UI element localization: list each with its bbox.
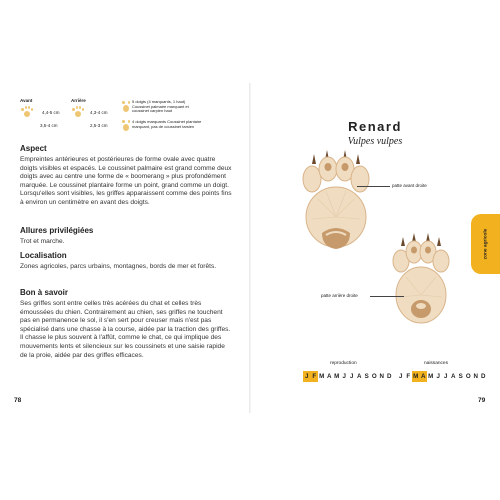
- hind-track-icon: [122, 120, 130, 132]
- naissances-month-8: A: [451, 373, 456, 380]
- section-heading-aspect: Aspect: [20, 144, 47, 153]
- reproduction-month-11: N: [379, 373, 384, 380]
- naissances-calendar: [397, 371, 487, 382]
- section-body-bon-a-savoir: Ses griffes sont entre celles très acérées du chat et celles très émoussées du chien. Contrairement au chien, ses griffes ne touchent pas en permanence le sol, il s'en sert pour creuser mais n'est pas spécialisé dans une chasse à la course, aidée par la traction des griffes. Il chasse le plus souvent à l'affût, comme le chat, ce qui implique des mouvements lents et silencieux sur les coussinets et une saisie rapide de la proie, aidée par des griffes efficaces.: [20, 300, 231, 359]
- avant-width: 3,5-4 cm: [40, 123, 58, 128]
- section-heading-bon-a-savoir: Bon à savoir: [20, 288, 69, 297]
- reproduction-month-12: D: [387, 373, 392, 380]
- hind-toe-4: [433, 250, 449, 272]
- reproduction-month-6: J: [342, 373, 346, 380]
- page-number-right: 79: [478, 397, 486, 404]
- front-claw-4: [356, 154, 360, 164]
- section-allures: [20, 226, 232, 247]
- naissances-month-2: F: [406, 373, 411, 380]
- reproduction-month-10: O: [371, 373, 377, 380]
- track-size-legend: [14, 97, 234, 145]
- front-paw-label: patte avant droite: [392, 183, 427, 188]
- arriere-note: 4 doigts marquants Coussinet plantaire marquant, pas de coussinet tarsien: [132, 119, 202, 129]
- species-title: Renard: [348, 119, 402, 134]
- reproduction-month-3: M: [319, 373, 325, 380]
- front-claw-1: [312, 154, 316, 164]
- front-paw-leader: [357, 186, 390, 187]
- section-body-allures: Trot et marche.: [20, 238, 65, 245]
- front-toe-1: [303, 166, 321, 192]
- naissances-month-11: N: [473, 373, 478, 380]
- front-paw-mini-icon: [21, 106, 33, 118]
- reproduction-label: reproduction: [330, 361, 357, 366]
- avant-note: 5 doigts (4 marquants, 1 haut) Coussinet palmaire marquant et coussinet carpien haut: [132, 99, 189, 114]
- naissances-label: naissances: [424, 361, 448, 366]
- front-paw-print-illustration: [296, 149, 376, 257]
- naissances-month-3: M: [413, 373, 419, 380]
- habitat-side-tab[interactable]: [471, 214, 500, 274]
- section-body-aspect: Empreintes antérieures et postérieures de forme ovale avec quatre doigts visibles et espacés. Le coussinet palmaire est grand comme deux doigts avec au centre une forme de « boomerang » plus profondément marquée. Le coussinet plantaire forme un point, grand comme un doigt. Lorsqu'elles sont visibles, les griffes apparaissent comme des points fins à environ un centimètre en avant des doigts.: [20, 156, 232, 206]
- section-localisation: [20, 251, 232, 272]
- hind-paw-mini-icon: [72, 106, 84, 118]
- section-aspect: [20, 144, 232, 208]
- reproduction-month-5: M: [334, 373, 340, 380]
- naissances-month-4: A: [421, 373, 426, 380]
- naissances-month-6: J: [436, 373, 440, 380]
- species-latin-name: Vulpes vulpes: [347, 136, 403, 147]
- reproduction-month-9: S: [364, 373, 369, 380]
- avant-length: 4,4-5 cm: [42, 110, 60, 115]
- naissances-month-12: D: [481, 373, 486, 380]
- reproduction-month-7: J: [350, 373, 354, 380]
- arriere-length: 4,3-4 cm: [90, 110, 108, 115]
- hind-claw-1: [401, 237, 405, 246]
- hind-paw-leader: [370, 296, 404, 297]
- hind-paw-print-illustration: [388, 233, 454, 329]
- reproduction-calendar: [303, 371, 393, 382]
- habitat-tab-label: zone agricole: [483, 228, 488, 260]
- reproduction-month-8: A: [357, 373, 362, 380]
- naissances-month-9: S: [458, 373, 463, 380]
- section-body-localisation: Zones agricoles, parcs urbains, montagnes, bords de mer et forêts.: [20, 263, 217, 270]
- front-toe-4: [351, 166, 369, 192]
- arriere-width: 2,5-3 cm: [90, 123, 108, 128]
- section-heading-localisation: Localisation: [20, 251, 67, 260]
- reproduction-month-1: J: [303, 371, 311, 382]
- reproduction-month-2: F: [312, 373, 317, 380]
- naissances-month-7: J: [444, 373, 448, 380]
- book-fold: [249, 83, 251, 413]
- hind-claw-4: [437, 237, 441, 246]
- book-spread: [0, 83, 500, 413]
- section-bon-a-savoir: [20, 288, 232, 360]
- front-track-icon: [122, 101, 130, 113]
- hind-paw-label: patte arrière droite: [321, 293, 358, 298]
- naissances-month-1: J: [399, 373, 403, 380]
- section-heading-allures: Allures privilégiées: [20, 226, 94, 235]
- legend-arriere-heading: Arrière: [71, 98, 86, 103]
- naissances-month-10: O: [465, 373, 471, 380]
- reproduction-month-4: A: [327, 373, 332, 380]
- legend-avant-heading: Avant: [20, 98, 33, 103]
- page-number-left: 78: [14, 397, 22, 404]
- naissances-month-5: M: [428, 373, 434, 380]
